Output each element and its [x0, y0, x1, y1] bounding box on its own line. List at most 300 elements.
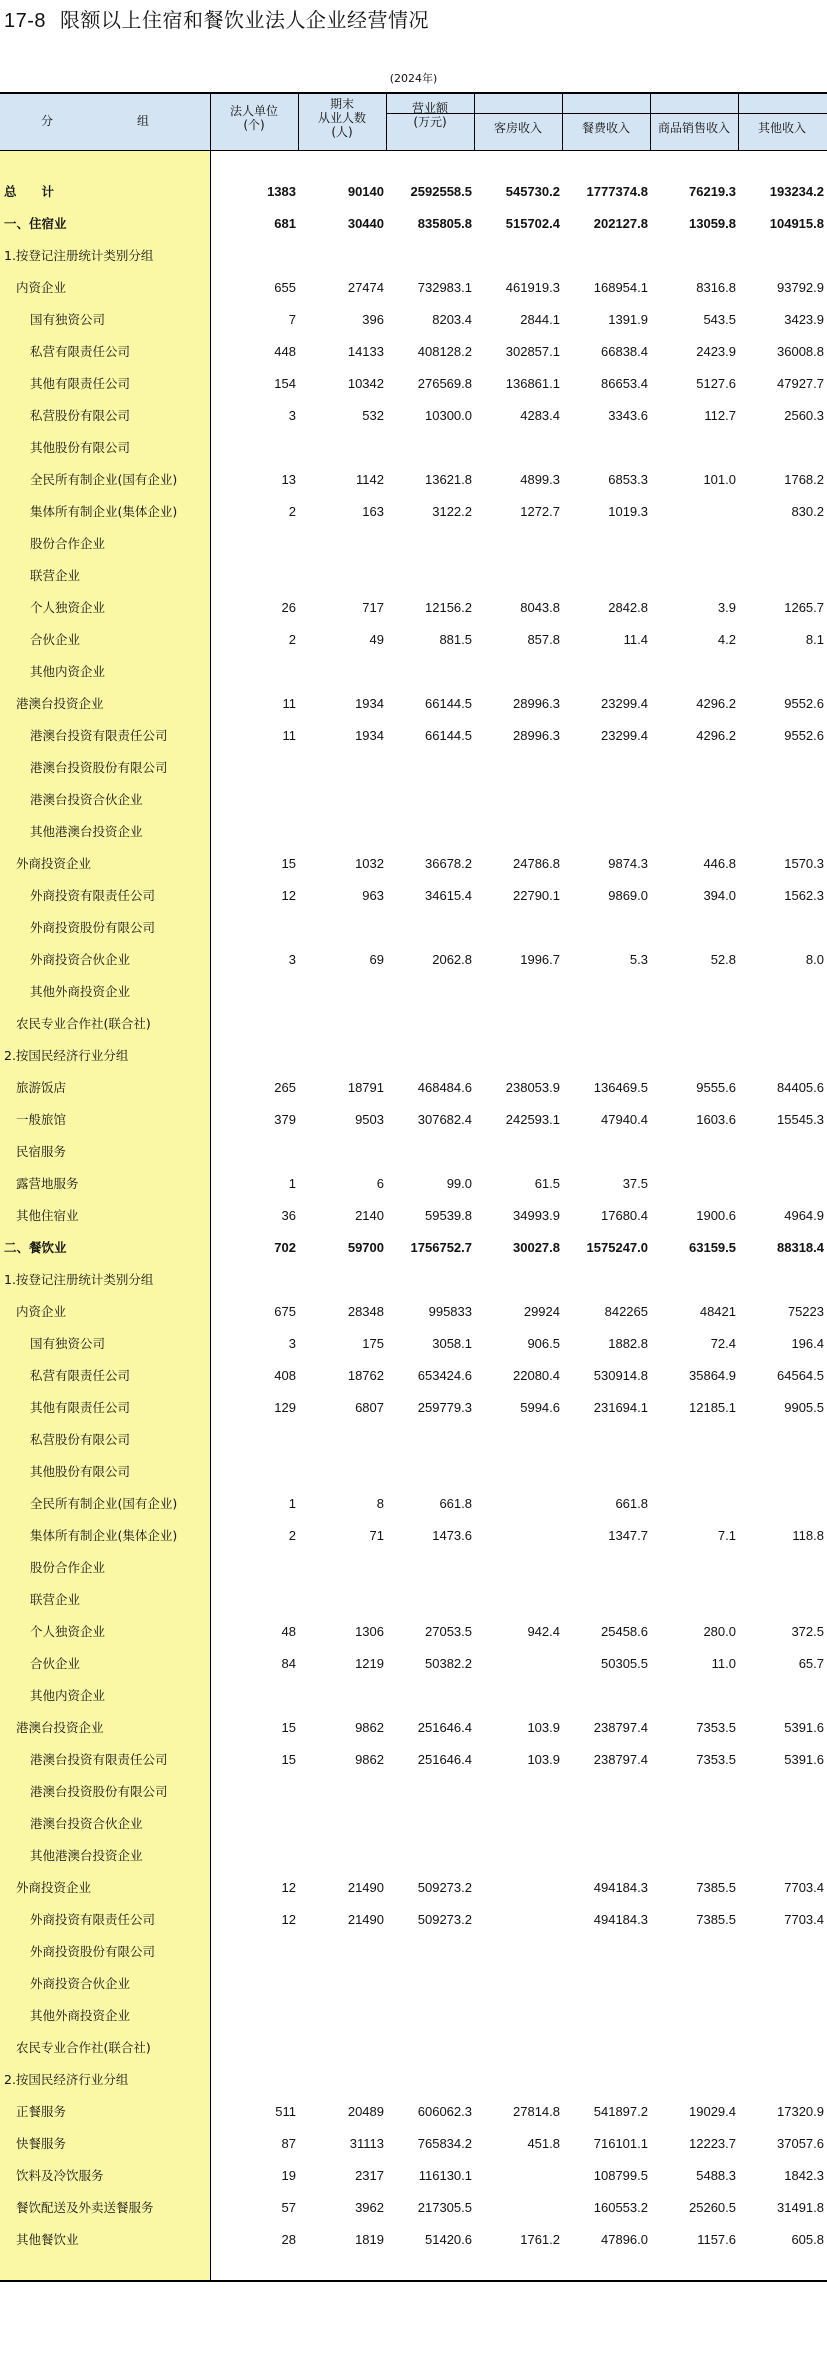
table-row [0, 2128, 827, 2160]
cell-value: 1756752.7 [410, 1240, 472, 1255]
cell-value: 302857.1 [505, 344, 560, 359]
cell-value: 30440 [347, 216, 384, 231]
row-label: 港澳台投资企业 [16, 696, 104, 711]
table-row [0, 624, 827, 656]
cell-value: 47927.7 [777, 376, 824, 391]
table-title [4, 4, 429, 33]
table-row [0, 848, 827, 880]
table-row [0, 976, 827, 1008]
cell-value: 108799.5 [593, 2168, 648, 2183]
row-label: 私营股份有限公司 [30, 408, 131, 423]
cell-value: 15 [281, 1752, 296, 1767]
cell-value: 160553.2 [593, 2200, 648, 2215]
cell-value: 24786.8 [513, 856, 560, 871]
cell-value: 90140 [347, 184, 384, 199]
cell-value: 25260.5 [689, 2200, 736, 2215]
cell-value: 28348 [347, 1304, 384, 1319]
cell-value: 942.4 [527, 1624, 560, 1639]
cell-value: 64564.5 [777, 1368, 824, 1383]
cell-value: 116130.1 [418, 2168, 472, 2183]
row-label: 其他内资企业 [30, 664, 106, 679]
cell-value: 2 [288, 504, 296, 519]
cell-value: 379 [274, 1112, 296, 1127]
cell-value: 9552.6 [784, 696, 824, 711]
cell-value: 19029.4 [689, 2104, 736, 2119]
cell-value: 494184.3 [593, 1912, 648, 1927]
cell-value: 835805.8 [417, 216, 472, 231]
cell-value: 1347.7 [608, 1528, 648, 1543]
table-row [0, 1808, 827, 1840]
cell-value: 17320.9 [777, 2104, 824, 2119]
cell-value: 9905.5 [784, 1400, 824, 1415]
cell-value: 1768.2 [784, 472, 824, 487]
cell-value: 21490 [347, 1880, 384, 1895]
cell-value: 238797.4 [593, 1720, 648, 1735]
table-row [0, 208, 827, 240]
cell-value: 28996.3 [513, 728, 560, 743]
header-bottom-rule [0, 150, 827, 151]
cell-value: 72.4 [710, 1336, 736, 1351]
row-label: 其他有限责任公司 [30, 1400, 131, 1415]
row-label: 外商投资有限责任公司 [30, 888, 156, 903]
cell-value: 12 [281, 888, 296, 903]
cell-value: 830.2 [791, 504, 824, 519]
table-number: 17-8 [4, 10, 47, 32]
table-row [0, 1840, 827, 1872]
row-label: 外商投资合伙企业 [30, 952, 131, 967]
cell-value: 661.8 [615, 1496, 648, 1511]
cell-value: 1934 [355, 696, 384, 711]
row-label: 其他股份有限公司 [30, 440, 131, 455]
table-row [0, 1648, 827, 1680]
cell-value: 1603.6 [696, 1112, 736, 1127]
row-label: 全民所有制企业(国有企业) [30, 1496, 178, 1511]
cell-value: 10300.0 [425, 408, 472, 423]
table-row [0, 2096, 827, 2128]
table-row [0, 1008, 827, 1040]
cell-value: 11 [282, 728, 296, 743]
table-row [0, 2160, 827, 2192]
table-row [0, 528, 827, 560]
cell-value: 509273.2 [417, 1880, 472, 1895]
cell-value: 1032 [355, 856, 384, 871]
cell-value: 2317 [355, 2168, 384, 2183]
cell-value: 27814.8 [513, 2104, 560, 2119]
cell-value: 2 [288, 1528, 296, 1543]
table-row [0, 1136, 827, 1168]
cell-value: 543.5 [703, 312, 736, 327]
cell-value: 259779.3 [417, 1400, 472, 1415]
cell-value: 8316.8 [696, 280, 736, 295]
table-row [0, 816, 827, 848]
cell-value: 881.5 [439, 632, 472, 647]
row-label: 农民专业合作社(联合社) [16, 1016, 151, 1031]
cell-value: 57 [281, 2200, 296, 2215]
cell-value: 31113 [349, 2136, 384, 2151]
cell-value: 13 [281, 472, 296, 487]
table-row [0, 912, 827, 944]
cell-value: 2140 [355, 1208, 384, 1223]
cell-value: 653424.6 [417, 1368, 472, 1383]
cell-value: 87 [281, 2136, 296, 2151]
cell-value: 5488.3 [696, 2168, 736, 2183]
row-label: 外商投资股份有限公司 [30, 1944, 156, 1959]
cell-value: 3 [288, 1336, 296, 1351]
cell-value: 2844.1 [520, 312, 560, 327]
table-row [0, 1584, 827, 1616]
cell-value: 118.8 [792, 1528, 824, 1543]
cell-value: 7353.5 [696, 1752, 736, 1767]
table-row [0, 2064, 827, 2096]
cell-value: 1473.6 [432, 1528, 472, 1543]
row-label: 私营股份有限公司 [30, 1432, 131, 1447]
cell-value: 655 [274, 280, 296, 295]
cell-value: 8.1 [805, 632, 824, 647]
row-label: 2.按国民经济行业分组 [4, 2072, 129, 2087]
cell-value: 84405.6 [777, 1080, 824, 1095]
header-other-income: 其他收入 [757, 121, 806, 135]
cell-value: 5391.6 [784, 1752, 824, 1767]
row-label: 港澳台投资股份有限公司 [30, 760, 168, 775]
cell-value: 7703.4 [784, 1912, 824, 1927]
row-label: 外商投资有限责任公司 [30, 1912, 156, 1927]
table-row [0, 1616, 827, 1648]
cell-value: 530914.8 [593, 1368, 648, 1383]
cell-value: 1882.8 [608, 1336, 648, 1351]
cell-value: 606062.3 [417, 2104, 472, 2119]
table-row [0, 1488, 827, 1520]
cell-value: 163 [362, 504, 384, 519]
row-label: 港澳台投资合伙企业 [30, 1816, 143, 1831]
cell-value: 1761.2 [520, 2232, 560, 2247]
table-row [0, 336, 827, 368]
table-row [0, 1104, 827, 1136]
cell-value: 7353.5 [696, 1720, 736, 1735]
cell-value: 50382.2 [425, 1656, 472, 1671]
cell-value: 1900.6 [696, 1208, 736, 1223]
header-goods-income: 商品销售收入 [657, 121, 730, 135]
row-label: 其他外商投资企业 [30, 2008, 131, 2023]
cell-value: 36678.2 [425, 856, 472, 871]
row-label: 港澳台投资合伙企业 [30, 792, 143, 807]
cell-value: 545730.2 [505, 184, 560, 199]
header-employees: 期末 从业人数 (人) [317, 97, 366, 139]
cell-value: 675 [274, 1304, 296, 1319]
cell-value: 394.0 [703, 888, 736, 903]
cell-value: 8.0 [805, 952, 824, 967]
cell-value: 175 [362, 1336, 384, 1351]
cell-value: 12156.2 [425, 600, 472, 615]
cell-value: 468484.6 [417, 1080, 472, 1095]
cell-value: 28996.3 [513, 696, 560, 711]
cell-value: 6807 [355, 1400, 384, 1415]
cell-value: 242593.1 [505, 1112, 560, 1127]
cell-value: 231694.1 [593, 1400, 648, 1415]
row-label: 其他股份有限公司 [30, 1464, 131, 1479]
cell-value: 8203.4 [432, 312, 472, 327]
row-label: 合伙企业 [30, 1656, 81, 1671]
cell-value: 7.1 [717, 1528, 736, 1543]
cell-value: 842265 [604, 1304, 648, 1319]
cell-value: 9555.6 [696, 1080, 736, 1095]
row-label: 港澳台投资有限责任公司 [30, 728, 168, 743]
table-row [0, 1360, 827, 1392]
cell-value: 12185.1 [689, 1400, 736, 1415]
cell-value: 702 [274, 1240, 296, 1255]
cell-value: 28 [281, 2232, 296, 2247]
cell-value: 1306 [355, 1624, 384, 1639]
cell-value: 31491.8 [777, 2200, 824, 2215]
table-row [0, 1968, 827, 2000]
cell-value: 61.5 [534, 1176, 560, 1191]
cell-value: 1842.3 [784, 2168, 824, 2183]
table-row [0, 688, 827, 720]
cell-value: 13621.8 [425, 472, 472, 487]
cell-value: 59539.8 [425, 1208, 472, 1223]
cell-value: 7 [288, 312, 296, 327]
cell-value: 63159.5 [689, 1240, 736, 1255]
cell-value: 2423.9 [696, 344, 736, 359]
cell-value: 23299.4 [601, 696, 648, 711]
cell-value: 1272.7 [520, 504, 560, 519]
cell-value: 93792.9 [777, 280, 824, 295]
header-revenue: 营业额 (万元) [411, 101, 448, 129]
table-row [0, 1392, 827, 1424]
cell-value: 451.8 [527, 2136, 560, 2151]
cell-value: 1575247.0 [586, 1240, 648, 1255]
cell-value: 76219.3 [689, 184, 736, 199]
table-row [0, 176, 827, 208]
cell-value: 104915.8 [769, 216, 824, 231]
row-label: 全民所有制企业(国有企业) [30, 472, 178, 487]
row-label: 合伙企业 [30, 632, 81, 647]
cell-value: 66838.4 [601, 344, 648, 359]
row-label: 其他内资企业 [30, 1688, 106, 1703]
cell-value: 1819 [355, 2232, 384, 2247]
row-label: 其他有限责任公司 [30, 376, 131, 391]
cell-value: 25458.6 [601, 1624, 648, 1639]
cell-value: 5127.6 [696, 376, 736, 391]
row-label: 内资企业 [16, 1304, 67, 1319]
cell-value: 1391.9 [608, 312, 648, 327]
cell-value: 29924 [523, 1304, 560, 1319]
cell-value: 136861.1 [505, 376, 560, 391]
cell-value: 30027.8 [513, 1240, 560, 1255]
cell-value: 661.8 [439, 1496, 472, 1511]
cell-value: 1934 [355, 728, 384, 743]
cell-value: 2 [288, 632, 296, 647]
table-row [0, 656, 827, 688]
table-row [0, 752, 827, 784]
cell-value: 3343.6 [608, 408, 648, 423]
cell-value: 34993.9 [513, 1208, 560, 1223]
cell-value: 193234.2 [769, 184, 824, 199]
cell-value: 1996.7 [520, 952, 560, 967]
cell-value: 4283.4 [520, 408, 560, 423]
row-label: 外商投资股份有限公司 [30, 920, 156, 935]
cell-value: 22790.1 [513, 888, 560, 903]
row-label: 二、餐饮业 [4, 1240, 67, 1255]
table-row [0, 784, 827, 816]
cell-value: 238053.9 [505, 1080, 560, 1095]
cell-value: 2062.8 [432, 952, 472, 967]
cell-value: 5391.6 [784, 1720, 824, 1735]
table-row [0, 1232, 827, 1264]
header-room-income: 客房收入 [493, 121, 542, 135]
cell-value: 23299.4 [601, 728, 648, 743]
row-label: 港澳台投资有限责任公司 [30, 1752, 168, 1767]
row-label: 1.按登记注册统计类别分组 [4, 1272, 154, 1287]
cell-value: 36 [281, 1208, 296, 1223]
cell-value: 15545.3 [777, 1112, 824, 1127]
cell-value: 7385.5 [696, 1880, 736, 1895]
row-label: 私营有限责任公司 [30, 344, 131, 359]
cell-value: 4964.9 [784, 1208, 824, 1223]
cell-value: 265 [274, 1080, 296, 1095]
row-label: 个人独资企业 [30, 1624, 106, 1639]
table-row [0, 1328, 827, 1360]
header-group: 分 组 [40, 114, 169, 128]
row-label: 其他餐饮业 [16, 2232, 79, 2247]
cell-value: 10342 [347, 376, 384, 391]
cell-value: 1 [288, 1496, 296, 1511]
row-label: 露营地服务 [16, 1176, 79, 1191]
cell-value: 511 [275, 2104, 296, 2119]
cell-value: 3122.2 [432, 504, 472, 519]
cell-value: 906.5 [527, 1336, 560, 1351]
cell-value: 408128.2 [417, 344, 472, 359]
table-row [0, 880, 827, 912]
row-label: 民宿服务 [16, 1144, 67, 1159]
cell-value: 1562.3 [784, 888, 824, 903]
cell-value: 36008.8 [777, 344, 824, 359]
table-row [0, 1200, 827, 1232]
cell-value: 27053.5 [425, 1624, 472, 1639]
cell-value: 9862 [355, 1720, 384, 1735]
cell-value: 276569.8 [417, 376, 472, 391]
row-label: 联营企业 [30, 568, 81, 583]
row-label: 其他外商投资企业 [30, 984, 131, 999]
row-label: 股份合作企业 [30, 1560, 106, 1575]
cell-value: 37057.6 [777, 2136, 824, 2151]
row-label: 外商投资企业 [16, 1880, 92, 1895]
cell-value: 217305.5 [417, 2200, 472, 2215]
cell-value: 7703.4 [784, 1880, 824, 1895]
table-row [0, 1456, 827, 1488]
cell-value: 509273.2 [417, 1912, 472, 1927]
table-row [0, 1264, 827, 1296]
cell-value: 605.8 [791, 2232, 824, 2247]
table-row [0, 1168, 827, 1200]
cell-value: 15 [281, 1720, 296, 1735]
cell-value: 515702.4 [505, 216, 560, 231]
row-label: 其他住宿业 [16, 1208, 79, 1223]
row-label: 饮料及冷饮服务 [16, 2168, 104, 2183]
row-label: 集体所有制企业(集体企业) [30, 504, 178, 519]
cell-value: 65.7 [798, 1656, 824, 1671]
cell-value: 9869.0 [608, 888, 648, 903]
cell-value: 136469.5 [593, 1080, 648, 1095]
row-label: 农民专业合作社(联合社) [16, 2040, 151, 2055]
cell-value: 2842.8 [608, 600, 648, 615]
table-row [0, 592, 827, 624]
cell-value: 3 [288, 408, 296, 423]
row-label: 1.按登记注册统计类别分组 [4, 248, 154, 263]
cell-value: 21490 [347, 1912, 384, 1927]
cell-value: 101.0 [703, 472, 736, 487]
cell-value: 103.9 [527, 1720, 560, 1735]
cell-value: 14133 [347, 344, 384, 359]
cell-value: 71 [369, 1528, 384, 1543]
row-label: 内资企业 [16, 280, 67, 295]
cell-value: 1157.6 [697, 2232, 736, 2247]
table-row [0, 272, 827, 304]
cell-value: 8043.8 [520, 600, 560, 615]
cell-value: 2592558.5 [410, 184, 472, 199]
cell-value: 396 [362, 312, 384, 327]
cell-value: 154 [274, 376, 296, 391]
cell-value: 5994.6 [520, 1400, 560, 1415]
cell-value: 48421 [699, 1304, 736, 1319]
cell-value: 48 [281, 1624, 296, 1639]
cell-value: 3 [288, 952, 296, 967]
cell-value: 3962 [355, 2200, 384, 2215]
table-row [0, 560, 827, 592]
row-label: 其他港澳台投资企业 [30, 1848, 143, 1863]
row-label: 2.按国民经济行业分组 [4, 1048, 129, 1063]
table-row [0, 1040, 827, 1072]
cell-value: 11.4 [623, 632, 648, 647]
cell-value: 1777374.8 [586, 184, 648, 199]
cell-value: 4296.2 [696, 728, 736, 743]
cell-value: 3.9 [717, 600, 736, 615]
cell-value: 22080.4 [513, 1368, 560, 1383]
cell-value: 3423.9 [784, 312, 824, 327]
cell-value: 5.3 [629, 952, 648, 967]
cell-value: 9552.6 [784, 728, 824, 743]
cell-value: 1019.3 [608, 504, 648, 519]
cell-value: 4.2 [717, 632, 736, 647]
cell-value: 7385.5 [696, 1912, 736, 1927]
cell-value: 9862 [355, 1752, 384, 1767]
row-label: 其他港澳台投资企业 [30, 824, 143, 839]
table-row [0, 1552, 827, 1584]
cell-value: 2560.3 [784, 408, 824, 423]
cell-value: 66144.5 [425, 696, 472, 711]
table-row [0, 720, 827, 752]
cell-value: 35864.9 [689, 1368, 736, 1383]
cell-value: 408 [274, 1368, 296, 1383]
header-top-rule [0, 92, 827, 94]
cell-value: 4899.3 [520, 472, 560, 487]
cell-value: 1219 [355, 1656, 384, 1671]
cell-value: 541897.2 [593, 2104, 648, 2119]
row-label: 总 计 [4, 184, 55, 199]
cell-value: 86653.4 [601, 376, 648, 391]
cell-value: 1142 [356, 472, 384, 487]
row-label: 个人独资企业 [30, 600, 106, 615]
table-row [0, 1296, 827, 1328]
cell-value: 18762 [347, 1368, 384, 1383]
cell-value: 681 [274, 216, 296, 231]
table-bottom-rule [0, 2280, 827, 2282]
cell-value: 280.0 [703, 1624, 736, 1639]
cell-value: 168954.1 [593, 280, 648, 295]
table-row [0, 2032, 827, 2064]
cell-value: 99.0 [446, 1176, 472, 1191]
row-label: 股份合作企业 [30, 536, 106, 551]
cell-value: 202127.8 [593, 216, 648, 231]
